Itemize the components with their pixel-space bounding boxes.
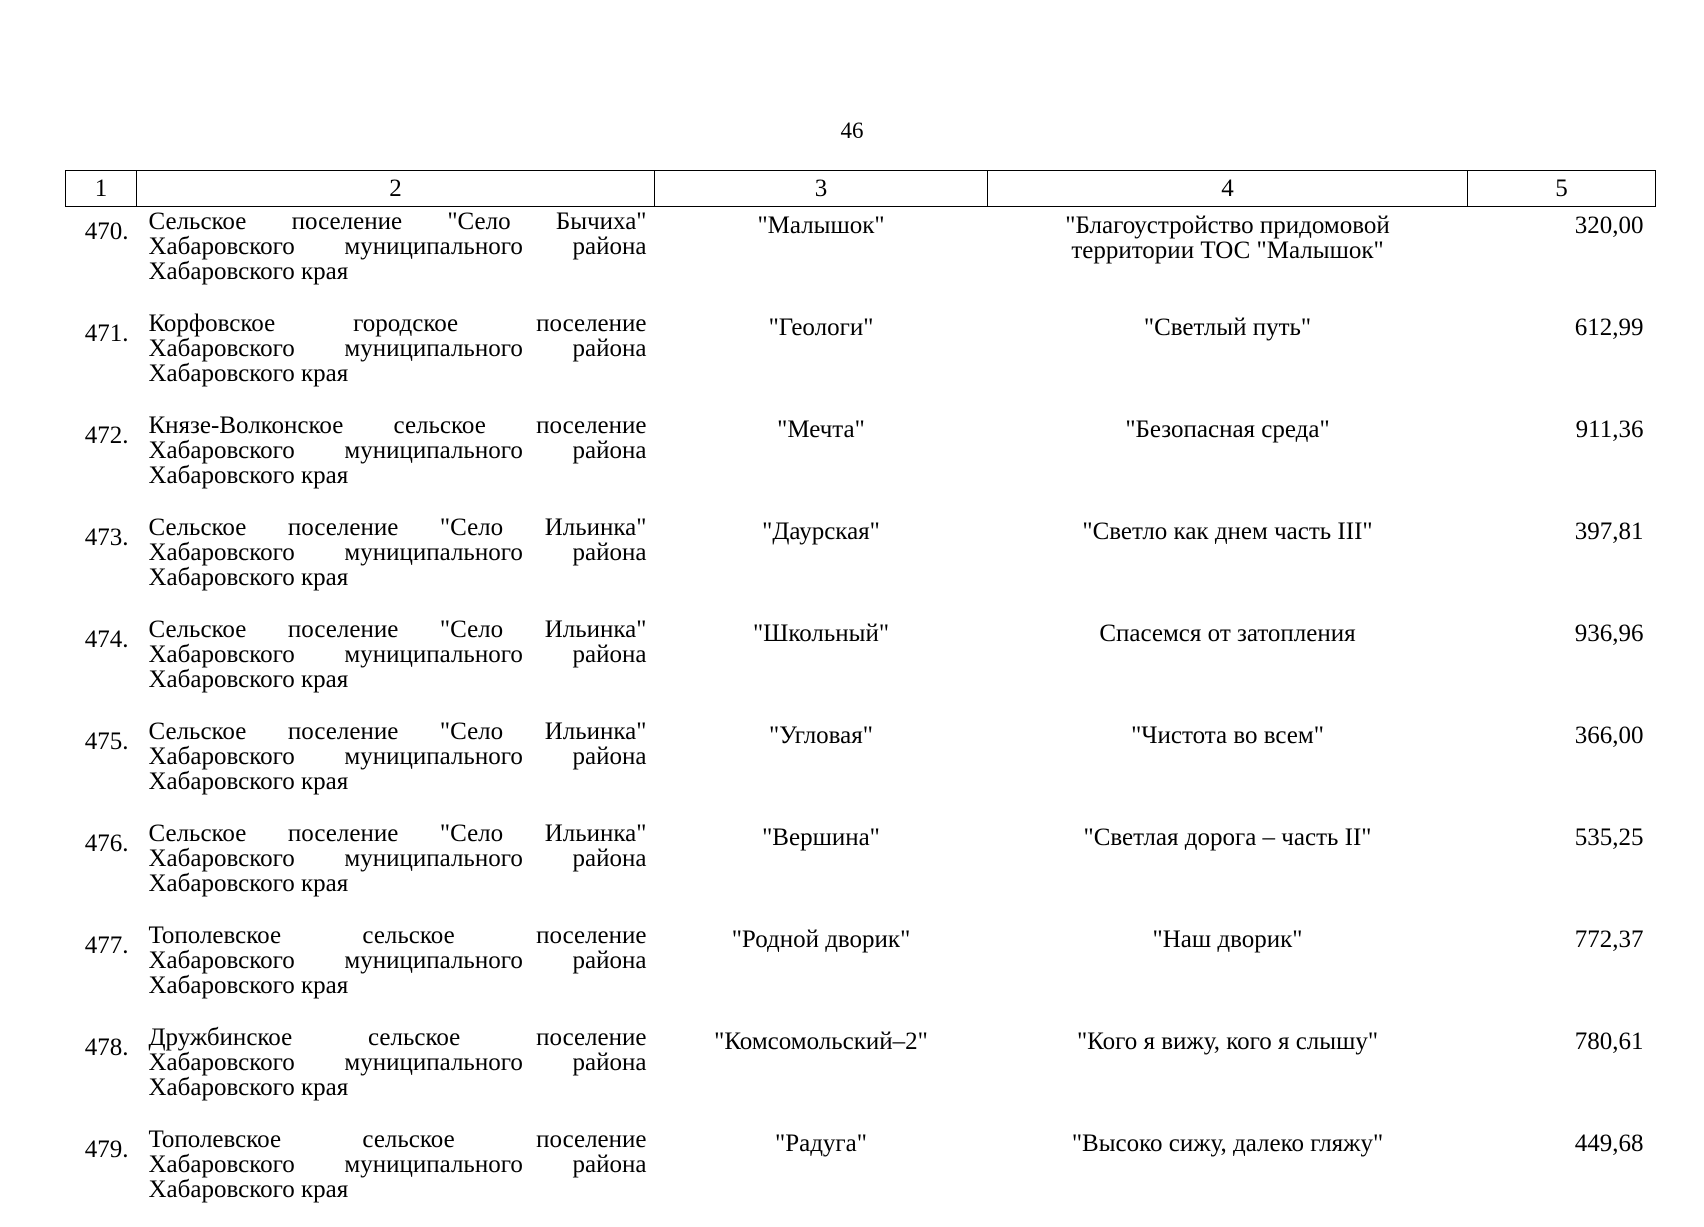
municipality-name-text: Сельское поселение "Село Бычиха" Хабаровского муниципального района Хабаровского края bbox=[149, 209, 647, 284]
project-name bbox=[988, 615, 1468, 717]
table-row bbox=[66, 819, 1656, 921]
column-number-row bbox=[66, 171, 1656, 207]
row-number: 476. bbox=[66, 819, 137, 921]
project-name-text: "Светлый путь" bbox=[988, 315, 1468, 340]
column-header-3: 3 bbox=[655, 171, 988, 207]
municipality-name-text: Тополевское сельское поселение Хабаровского муниципального района Хабаровского края bbox=[149, 923, 647, 998]
table-row bbox=[66, 207, 1656, 310]
column-header-4: 4 bbox=[988, 171, 1468, 207]
project-name-text: "Светлая дорога – часть II" bbox=[988, 825, 1468, 850]
row-number: 477. bbox=[66, 921, 137, 1023]
project-name bbox=[988, 309, 1468, 411]
municipality-name-text: Сельское поселение "Село Ильинка" Хабаровского муниципального района Хабаровского края bbox=[149, 821, 647, 896]
tos-name: "Даурская" bbox=[655, 513, 988, 615]
project-name bbox=[988, 1023, 1468, 1125]
table-row bbox=[66, 411, 1656, 513]
project-name bbox=[988, 1125, 1468, 1227]
municipality-name-text: Корфовское городское поселение Хабаровского муниципального района Хабаровского края bbox=[149, 311, 647, 386]
subsidy-amount: 612,99 bbox=[1468, 309, 1656, 411]
table-row bbox=[66, 921, 1656, 1023]
municipality-name-text: Сельское поселение "Село Ильинка" Хабаровского муниципального района Хабаровского края bbox=[149, 515, 647, 590]
project-name bbox=[988, 819, 1468, 921]
table-body bbox=[66, 207, 1656, 1227]
municipality-name bbox=[137, 309, 655, 411]
municipality-name-text: Князе-Волконское сельское поселение Хабаровского муниципального района Хабаровского края bbox=[149, 413, 647, 488]
project-name-text: "Высоко сижу, далеко гляжу" bbox=[988, 1131, 1468, 1156]
column-header-1: 1 bbox=[66, 171, 137, 207]
project-name-text: "Безопасная среда" bbox=[988, 417, 1468, 442]
table-row bbox=[66, 1023, 1656, 1125]
row-number: 475. bbox=[66, 717, 137, 819]
municipality-name-text: Тополевское сельское поселение Хабаровского муниципального района Хабаровского края bbox=[149, 1127, 647, 1202]
municipality-name bbox=[137, 717, 655, 819]
subsidy-amount: 535,25 bbox=[1468, 819, 1656, 921]
municipality-name bbox=[137, 411, 655, 513]
row-number: 478. bbox=[66, 1023, 137, 1125]
table-row bbox=[66, 1125, 1656, 1227]
subsidy-amount: 911,36 bbox=[1468, 411, 1656, 513]
tos-name: "Мечта" bbox=[655, 411, 988, 513]
municipality-name bbox=[137, 513, 655, 615]
project-name bbox=[988, 717, 1468, 819]
table-row bbox=[66, 309, 1656, 411]
project-name-text: "Благоустройство придомовой территории ТОС "Малышок" bbox=[988, 213, 1468, 263]
municipality-name bbox=[137, 1023, 655, 1125]
project-name-text: "Наш дворик" bbox=[988, 927, 1468, 952]
municipality-name bbox=[137, 207, 655, 310]
row-number: 472. bbox=[66, 411, 137, 513]
subsidy-amount: 397,81 bbox=[1468, 513, 1656, 615]
project-name-text: Спасемся от затопления bbox=[988, 621, 1468, 646]
project-name bbox=[988, 411, 1468, 513]
row-number: 471. bbox=[66, 309, 137, 411]
table-row bbox=[66, 513, 1656, 615]
subsidy-amount: 366,00 bbox=[1468, 717, 1656, 819]
row-number: 470. bbox=[66, 207, 137, 310]
municipality-name-text: Сельское поселение "Село Ильинка" Хабаровского муниципального района Хабаровского края bbox=[149, 719, 647, 794]
tos-name: "Комсомольский–2" bbox=[655, 1023, 988, 1125]
table-row bbox=[66, 615, 1656, 717]
table-header bbox=[66, 171, 1656, 207]
page-number: 46 bbox=[0, 118, 1704, 144]
column-header-2: 2 bbox=[137, 171, 655, 207]
tos-name: "Геологи" bbox=[655, 309, 988, 411]
column-header-5: 5 bbox=[1468, 171, 1656, 207]
subsidy-table bbox=[65, 170, 1656, 1227]
municipality-name-text: Сельское поселение "Село Ильинка" Хабаровского муниципального района Хабаровского края bbox=[149, 617, 647, 692]
project-name-text: "Кого я вижу, кого я слышу" bbox=[988, 1029, 1468, 1054]
municipality-name bbox=[137, 1125, 655, 1227]
municipality-name-text: Дружбинское сельское поселение Хабаровского муниципального района Хабаровского края bbox=[149, 1025, 647, 1100]
tos-name: "Угловая" bbox=[655, 717, 988, 819]
municipality-name bbox=[137, 921, 655, 1023]
row-number: 473. bbox=[66, 513, 137, 615]
municipality-name bbox=[137, 615, 655, 717]
municipality-name bbox=[137, 819, 655, 921]
subsidy-amount: 780,61 bbox=[1468, 1023, 1656, 1125]
project-name bbox=[988, 207, 1468, 310]
project-name bbox=[988, 513, 1468, 615]
table-row bbox=[66, 717, 1656, 819]
tos-name: "Школьный" bbox=[655, 615, 988, 717]
row-number: 474. bbox=[66, 615, 137, 717]
project-name-text: "Светло как днем часть III" bbox=[988, 519, 1468, 544]
subsidy-amount: 772,37 bbox=[1468, 921, 1656, 1023]
row-number: 479. bbox=[66, 1125, 137, 1227]
subsidy-amount: 936,96 bbox=[1468, 615, 1656, 717]
project-name-text: "Чистота во всем" bbox=[988, 723, 1468, 748]
tos-name: "Вершина" bbox=[655, 819, 988, 921]
tos-name: "Малышок" bbox=[655, 207, 988, 310]
tos-name: "Родной дворик" bbox=[655, 921, 988, 1023]
subsidy-amount: 320,00 bbox=[1468, 207, 1656, 310]
tos-name: "Радуга" bbox=[655, 1125, 988, 1227]
subsidy-amount: 449,68 bbox=[1468, 1125, 1656, 1227]
project-name bbox=[988, 921, 1468, 1023]
